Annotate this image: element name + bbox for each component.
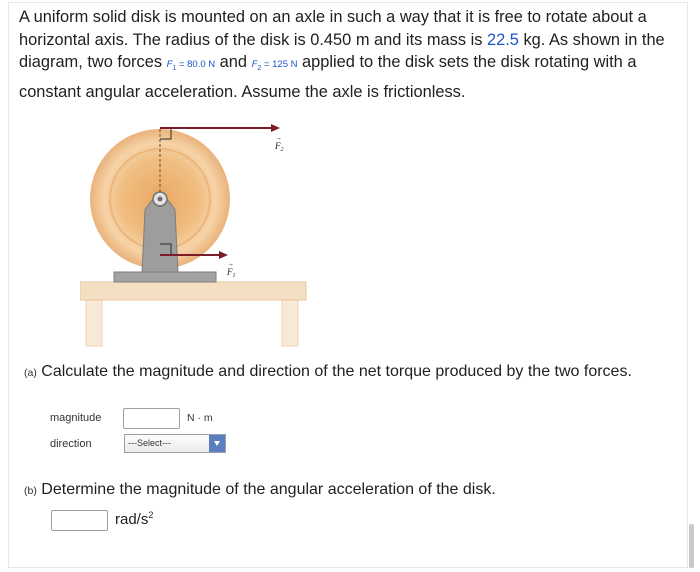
support-base xyxy=(114,272,216,282)
f2-vector-arrow: → xyxy=(275,135,282,142)
chevron-down-icon[interactable] xyxy=(209,435,225,452)
f2-arrowhead xyxy=(271,124,280,132)
f1-vector-arrow: → xyxy=(227,261,234,268)
f1-symbol: F xyxy=(166,59,173,71)
f1-arrowhead xyxy=(219,251,228,259)
part-a-label: (a) xyxy=(24,367,37,379)
support-stand xyxy=(142,197,178,272)
disk-diagram xyxy=(80,120,310,350)
f1-formula xyxy=(166,59,216,73)
table-leg-left xyxy=(86,300,102,346)
scrollbar[interactable] xyxy=(689,524,694,568)
part-b-question: Determine the magnitude of the angular acceleration of the disk. xyxy=(41,481,496,498)
f1-label: $F_1$ xyxy=(227,267,236,279)
f2-subscript: 2 xyxy=(257,65,262,73)
radius-value: 0.450 xyxy=(310,30,352,49)
f1-value: = 80.0 N xyxy=(176,59,216,71)
magnitude-input[interactable] xyxy=(123,408,180,429)
problem-text: applied to the disk sets the disk rotating with a constant angular acceleration. Assume the axle is frictionless. xyxy=(19,53,637,101)
magnitude-label: magnitude xyxy=(50,412,102,424)
problem-text: and xyxy=(215,53,252,72)
direction-label: direction xyxy=(50,438,92,450)
angular-acceleration-unit xyxy=(115,510,153,528)
problem-statement xyxy=(19,6,683,103)
direction-select-value: ---Select--- xyxy=(128,438,171,448)
unit-exponent: 2 xyxy=(148,510,154,520)
f2-label: $F_2$ xyxy=(275,141,284,153)
direction-select[interactable] xyxy=(124,434,226,453)
table-top xyxy=(80,282,306,300)
part-a-question: Calculate the magnitude and direction of the net torque produced by the two forces. xyxy=(41,363,632,380)
mass-value: 22.5 xyxy=(486,30,519,49)
magnitude-unit: N · m xyxy=(187,412,213,424)
axle-center xyxy=(158,197,163,202)
problem-text: kg. As shown in the diagram, two forces xyxy=(19,30,665,72)
problem-text: m and its mass is xyxy=(351,30,487,49)
unit-text: rad/s xyxy=(115,511,149,528)
problem-text: A uniform solid disk is mounted on an axle in such a way that it is free to rotate about a horizontal axis. The radius of the disk is xyxy=(19,8,647,49)
part-b-label: (b) xyxy=(24,485,37,497)
f2-value: = 125 N xyxy=(261,59,298,71)
angular-acceleration-input[interactable] xyxy=(51,510,108,531)
f2-symbol: F xyxy=(251,59,258,71)
part-b xyxy=(24,479,496,502)
f1-subscript: 1 xyxy=(172,65,177,73)
table-leg-right xyxy=(282,300,298,346)
part-a xyxy=(24,361,679,384)
f2-formula xyxy=(251,59,298,73)
